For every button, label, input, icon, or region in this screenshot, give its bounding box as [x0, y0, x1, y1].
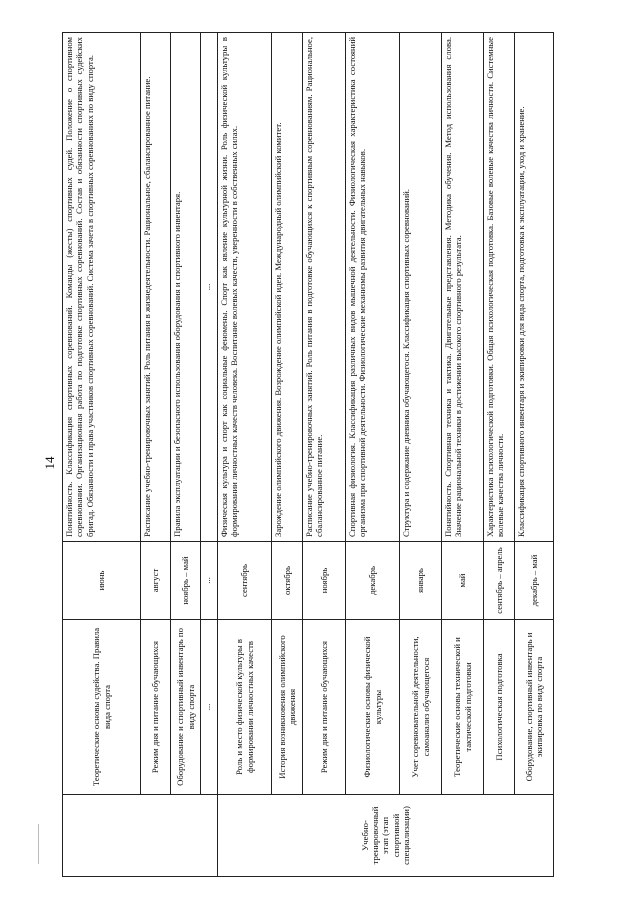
- scan-artifact-line: [38, 824, 39, 864]
- topic-cell: Теоретические основы судейства. Правила вида спорта: [63, 620, 141, 795]
- period-cell: декабрь: [346, 542, 400, 620]
- stage-cell-upper: [63, 795, 218, 877]
- period-cell: январь: [400, 542, 442, 620]
- period-cell: июнь: [63, 542, 141, 620]
- ellipsis-cell: ...: [201, 33, 218, 542]
- curriculum-table: [62, 32, 554, 877]
- table-row: [484, 33, 515, 877]
- content-cell: Структура и содержание дневника обучающегося. Классификация спортивных соревнований.: [400, 33, 442, 542]
- period-cell: декабрь – май: [515, 542, 554, 620]
- table-row: [303, 33, 346, 877]
- topic-cell: Режим дня и питание обучающихся: [303, 620, 346, 795]
- table-row: [141, 33, 171, 877]
- stage-cell: Учебно-тренировочный этап (этап спортивной специализации): [218, 795, 554, 877]
- content-cell: Классификация спортивного инвентаря и экипировки для вида спорта, подготовка к эксплуатации, уход и хранение.: [515, 33, 554, 542]
- content-cell: Расписание учебно-тренировочных занятий. Роль питания в подготовке обучающихся к спортивным соревнованиям. Рациональное, сбалансированное питание.: [303, 33, 346, 542]
- period-cell: октябрь: [272, 542, 303, 620]
- topic-cell: Оборудование и спортивный инвентарь по виду спорта: [171, 620, 201, 795]
- table-row: [515, 33, 554, 877]
- topic-cell: Роль и место физической культуры в формировании личностных качеств: [218, 620, 272, 795]
- topic-cell: Психологическая подготовка: [484, 620, 515, 795]
- ellipsis-cell: ...: [201, 542, 218, 620]
- table-row: [442, 33, 484, 877]
- topic-cell: Оборудование, спортивный инвентарь и экипировка по виду спорта: [515, 620, 554, 795]
- table-row: [218, 33, 272, 877]
- rotated-page-content: [62, 32, 550, 877]
- topic-cell: Режим дня и питание обучающихся: [141, 620, 171, 795]
- period-cell: сентябрь – апрель: [484, 542, 515, 620]
- table-row: [171, 33, 201, 877]
- content-cell: Характеристика психологической подготовки. Общая психологическая подготовка. Базовые волевые качества личности. Системные волевые качества личности.: [484, 33, 515, 542]
- topic-cell: Теоретические основы технической и тактической подготовки: [442, 620, 484, 795]
- content-cell: Физическая культура и спорт как социальные феномены. Спорт как явление культурной жизни. Роль физической культуры в формировании личностных качеств человека. Воспитание волевых качеств, уверенности в собственных силах.: [218, 33, 272, 542]
- table-row: [272, 33, 303, 877]
- table-row: [201, 33, 218, 877]
- content-cell: Спортивная физиология. Классификация различных видов мышечной деятельности. Физиологическая характеристика состояний организма при спортивной деятельности. Физиологические механизмы развития двигательных навыков.: [346, 33, 400, 542]
- period-cell: август: [141, 542, 171, 620]
- content-cell: Зарождение олимпийского движения. Возрождение олимпийской идеи. Международный олимпийский комитет.: [272, 33, 303, 542]
- period-cell: ноябрь – май: [171, 542, 201, 620]
- table-row: [346, 33, 400, 877]
- content-cell: Понятийность. Классификация спортивных соревнований. Команды (жесты) спортивных судей. Положение о спортивном соревновании. Организационная работа по подготовке спортивных соревнований. Состав и обязанности спортивных судейских бригад. Обязанности и права участников спортивных соревнований. Система зачета в спортивных соревнованиях по виду спорта.: [63, 33, 141, 542]
- topic-cell: Учет соревновательной деятельности, самоанализ обучающегося: [400, 620, 442, 795]
- content-cell: Правила эксплуатации и безопасного использования оборудования и спортивного инвентаря.: [171, 33, 201, 542]
- table-row: [63, 33, 141, 877]
- period-cell: ноябрь: [303, 542, 346, 620]
- page-number: 14: [42, 456, 57, 470]
- topic-cell: История возникновения олимпийского движения: [272, 620, 303, 795]
- content-cell: Расписание учебно-тренировочных занятий. Роль питания в жизнедеятельности. Рациональное, сбалансированное питание.: [141, 33, 171, 542]
- topic-cell: Физиологические основы физической культуры: [346, 620, 400, 795]
- period-cell: сентябрь: [218, 542, 272, 620]
- ellipsis-cell: ...: [201, 620, 218, 795]
- table-row: [400, 33, 442, 877]
- period-cell: май: [442, 542, 484, 620]
- content-cell: Понятийность. Спортивная техника и тактика. Двигательные представления. Методика обучения. Метод использования слова. Значение рациональной техники в достижении высокого спортивного результата.: [442, 33, 484, 542]
